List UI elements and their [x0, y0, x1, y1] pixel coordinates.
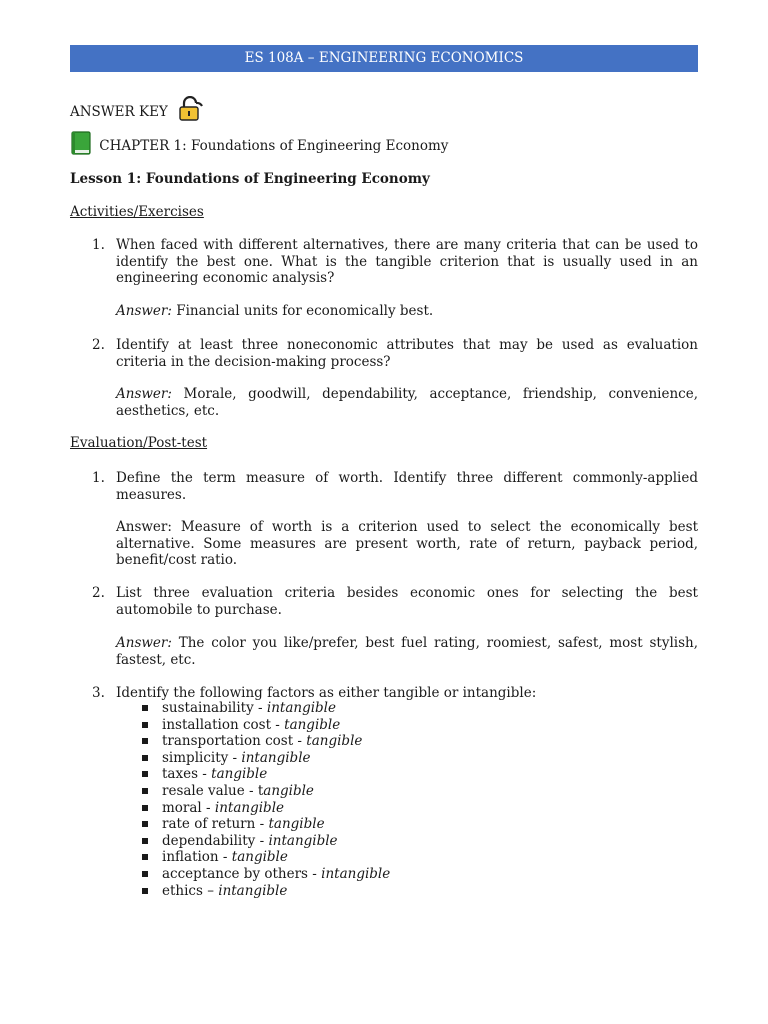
answer-key-heading — [70, 96, 204, 127]
evaluation-2-question: List three evaluation criteria besides economic ones for selecting the best automobile to purchase. — [116, 585, 698, 618]
list-item — [142, 783, 390, 800]
list-item — [142, 849, 390, 866]
list-item — [142, 750, 390, 767]
list-item — [142, 866, 390, 883]
course-header: ES 108A – ENGINEERING ECONOMICS — [70, 45, 698, 72]
factor-name: rate of return - — [162, 816, 269, 833]
lock-icon — [176, 96, 204, 127]
answer-label: Answer: — [116, 386, 172, 402]
list-item — [142, 800, 390, 817]
evaluation-1-number: 1. — [92, 470, 105, 486]
factor-classification: tangible — [231, 849, 288, 866]
factor-name: installation cost - — [162, 716, 285, 733]
evaluation-1-question: Define the term measure of worth. Identify three different commonly-applied measures. — [116, 470, 698, 503]
answer-text: The color you like/prefer, best fuel rating, roomiest, safest, most stylish, fastest, etc. — [116, 635, 698, 668]
factor-classification: angible — [263, 782, 314, 799]
activity-2-question: Identify at least three noneconomic attributes that may be used as evaluation criteria in the decision-making process? — [116, 337, 698, 370]
factor-name: transportation cost - — [162, 733, 307, 750]
factor-classification: tangible — [284, 716, 341, 733]
evaluation-3-question: Identify the following factors as either tangible or intangible: — [116, 685, 537, 701]
factor-name: moral - — [162, 799, 215, 816]
factor-classification: intangible — [268, 832, 338, 849]
lesson-title: Lesson 1: Foundations of Engineering Economy — [70, 171, 430, 187]
factor-name: simplicity - — [162, 749, 242, 766]
activity-2-answer — [116, 386, 698, 419]
evaluation-2-number: 2. — [92, 585, 105, 601]
bullet-icon — [142, 888, 148, 894]
list-item — [142, 733, 390, 750]
factor-classification: tangible — [268, 816, 325, 833]
factor-name: ethics – — [162, 882, 219, 899]
list-item — [142, 766, 390, 783]
factor-name: taxes - — [162, 766, 212, 783]
factor-name: acceptance by others - — [162, 865, 322, 882]
chapter-heading — [70, 131, 448, 160]
answer-text: Financial units for economically best. — [176, 303, 434, 319]
chapter-label: CHAPTER 1: Foundations of Engineering Economy — [99, 138, 449, 154]
evaluation-2-answer — [116, 635, 698, 668]
evaluation-heading: Evaluation/Post-test — [70, 435, 208, 451]
list-item — [142, 883, 390, 900]
bullet-icon — [142, 705, 148, 711]
list-item — [142, 833, 390, 850]
bullet-icon — [142, 805, 148, 811]
factor-name: resale value - t — [162, 782, 264, 799]
bullet-icon — [142, 821, 148, 827]
activity-1-number: 1. — [92, 237, 105, 253]
factor-classification: intangible — [266, 700, 336, 716]
bullet-icon — [142, 788, 148, 794]
activity-1-answer — [116, 303, 698, 320]
activity-1-question: When faced with different alternatives, there are many criteria that can be used to identify the best one. What is the tangible criterion that is usually used in an engineering economic analysis? — [116, 237, 698, 287]
answer-label: Answer: — [116, 303, 172, 319]
answer-text: Morale, goodwill, dependability, acceptance, friendship, convenience, aesthetics, etc. — [116, 386, 699, 419]
factor-list — [142, 700, 390, 899]
answer-label: Answer: — [116, 635, 172, 651]
bullet-icon — [142, 838, 148, 844]
factor-name: dependability - — [162, 832, 269, 849]
bullet-icon — [142, 771, 148, 777]
list-item — [142, 700, 390, 717]
factor-classification: intangible — [218, 882, 288, 899]
list-item — [142, 717, 390, 734]
answer-key-label: ANSWER KEY — [70, 104, 168, 120]
factor-name: inflation - — [162, 849, 232, 866]
evaluation-3-number: 3. — [92, 685, 105, 701]
bullet-icon — [142, 871, 148, 877]
activities-heading: Activities/Exercises — [70, 204, 204, 220]
list-item — [142, 816, 390, 833]
factor-name: sustainability - — [162, 700, 267, 716]
factor-classification: tangible — [306, 733, 363, 750]
activity-2-number: 2. — [92, 337, 105, 353]
factor-classification: intangible — [214, 799, 284, 816]
bullet-icon — [142, 722, 148, 728]
bullet-icon — [142, 738, 148, 744]
evaluation-1-answer: Answer: Measure of worth is a criterion used to select the economically best alternative. Some measures are present worth, rate of return, payback period, benefit/cost ratio. — [116, 519, 698, 569]
bullet-icon — [142, 755, 148, 761]
green-book-icon — [70, 131, 92, 160]
factor-classification: intangible — [241, 749, 311, 766]
bullet-icon — [142, 854, 148, 860]
factor-classification: intangible — [321, 865, 391, 882]
factor-classification: tangible — [211, 766, 268, 783]
